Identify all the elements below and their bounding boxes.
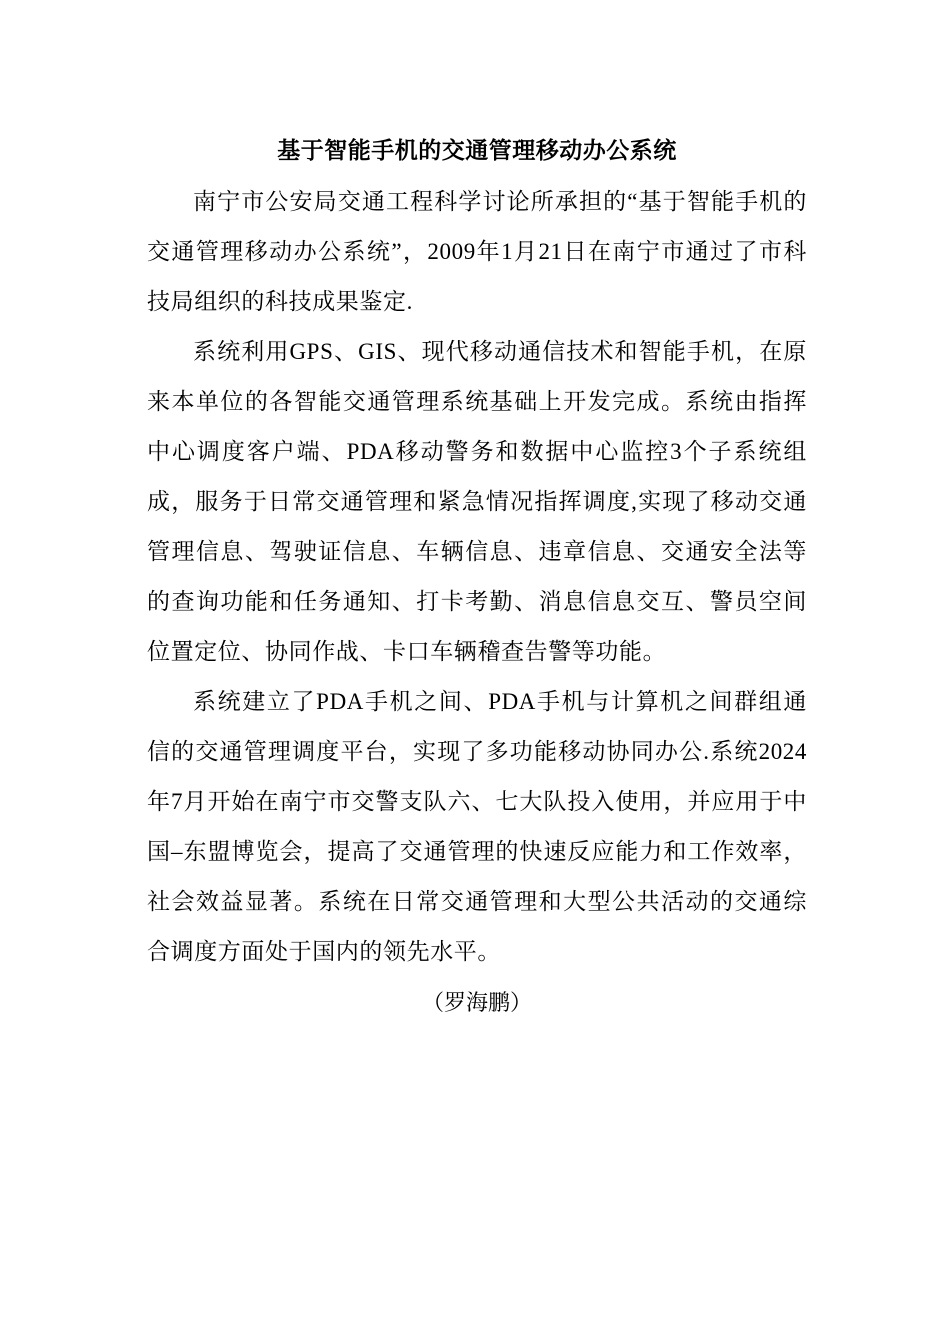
- document-title: 基于智能手机的交通管理移动办公系统: [277, 138, 677, 164]
- paragraph-system-features: 系统利用GPS、GIS、现代移动通信技术和智能手机，在原来本单位的各智能交通管理系统基础上开发完成。系统由指挥中心调度客户端、PDA移动警务和数据中心监控3个子系统组成，服务于日常交通管理和紧急情况指挥调度,实现了移动交通管理信息、驾驶证信息、车辆信息、违章信息、交通安全法等的查询功能和任务通知、打卡考勤、消息信息交互、警员空间位置定位、协同作战、卡口车辆稽查告警等功能。: [147, 339, 807, 664]
- paragraph-appraisal: 南宁市公安局交通工程科学讨论所承担的“基于智能手机的交通管理移动办公系统”，2009年1月21日在南宁市通过了市科技局组织的科技成果鉴定.: [147, 189, 807, 314]
- paragraph-platform-deployment: 系统建立了PDA手机之间、PDA手机与计算机之间群组通信的交通管理调度平台，实现了多功能移动协同办公.系统2024年7月开始在南宁市交警支队六、七大队投入使用，并应用于中国–东盟博览会，提高了交通管理的快速反应能力和工作效率，社会效益显著。系统在日常交通管理和大型公共活动的交通综合调度方面处于国内的领先水平。: [147, 689, 807, 964]
- document-body: [147, 133, 807, 1021]
- author-credit: （罗海鹏）: [421, 990, 532, 1015]
